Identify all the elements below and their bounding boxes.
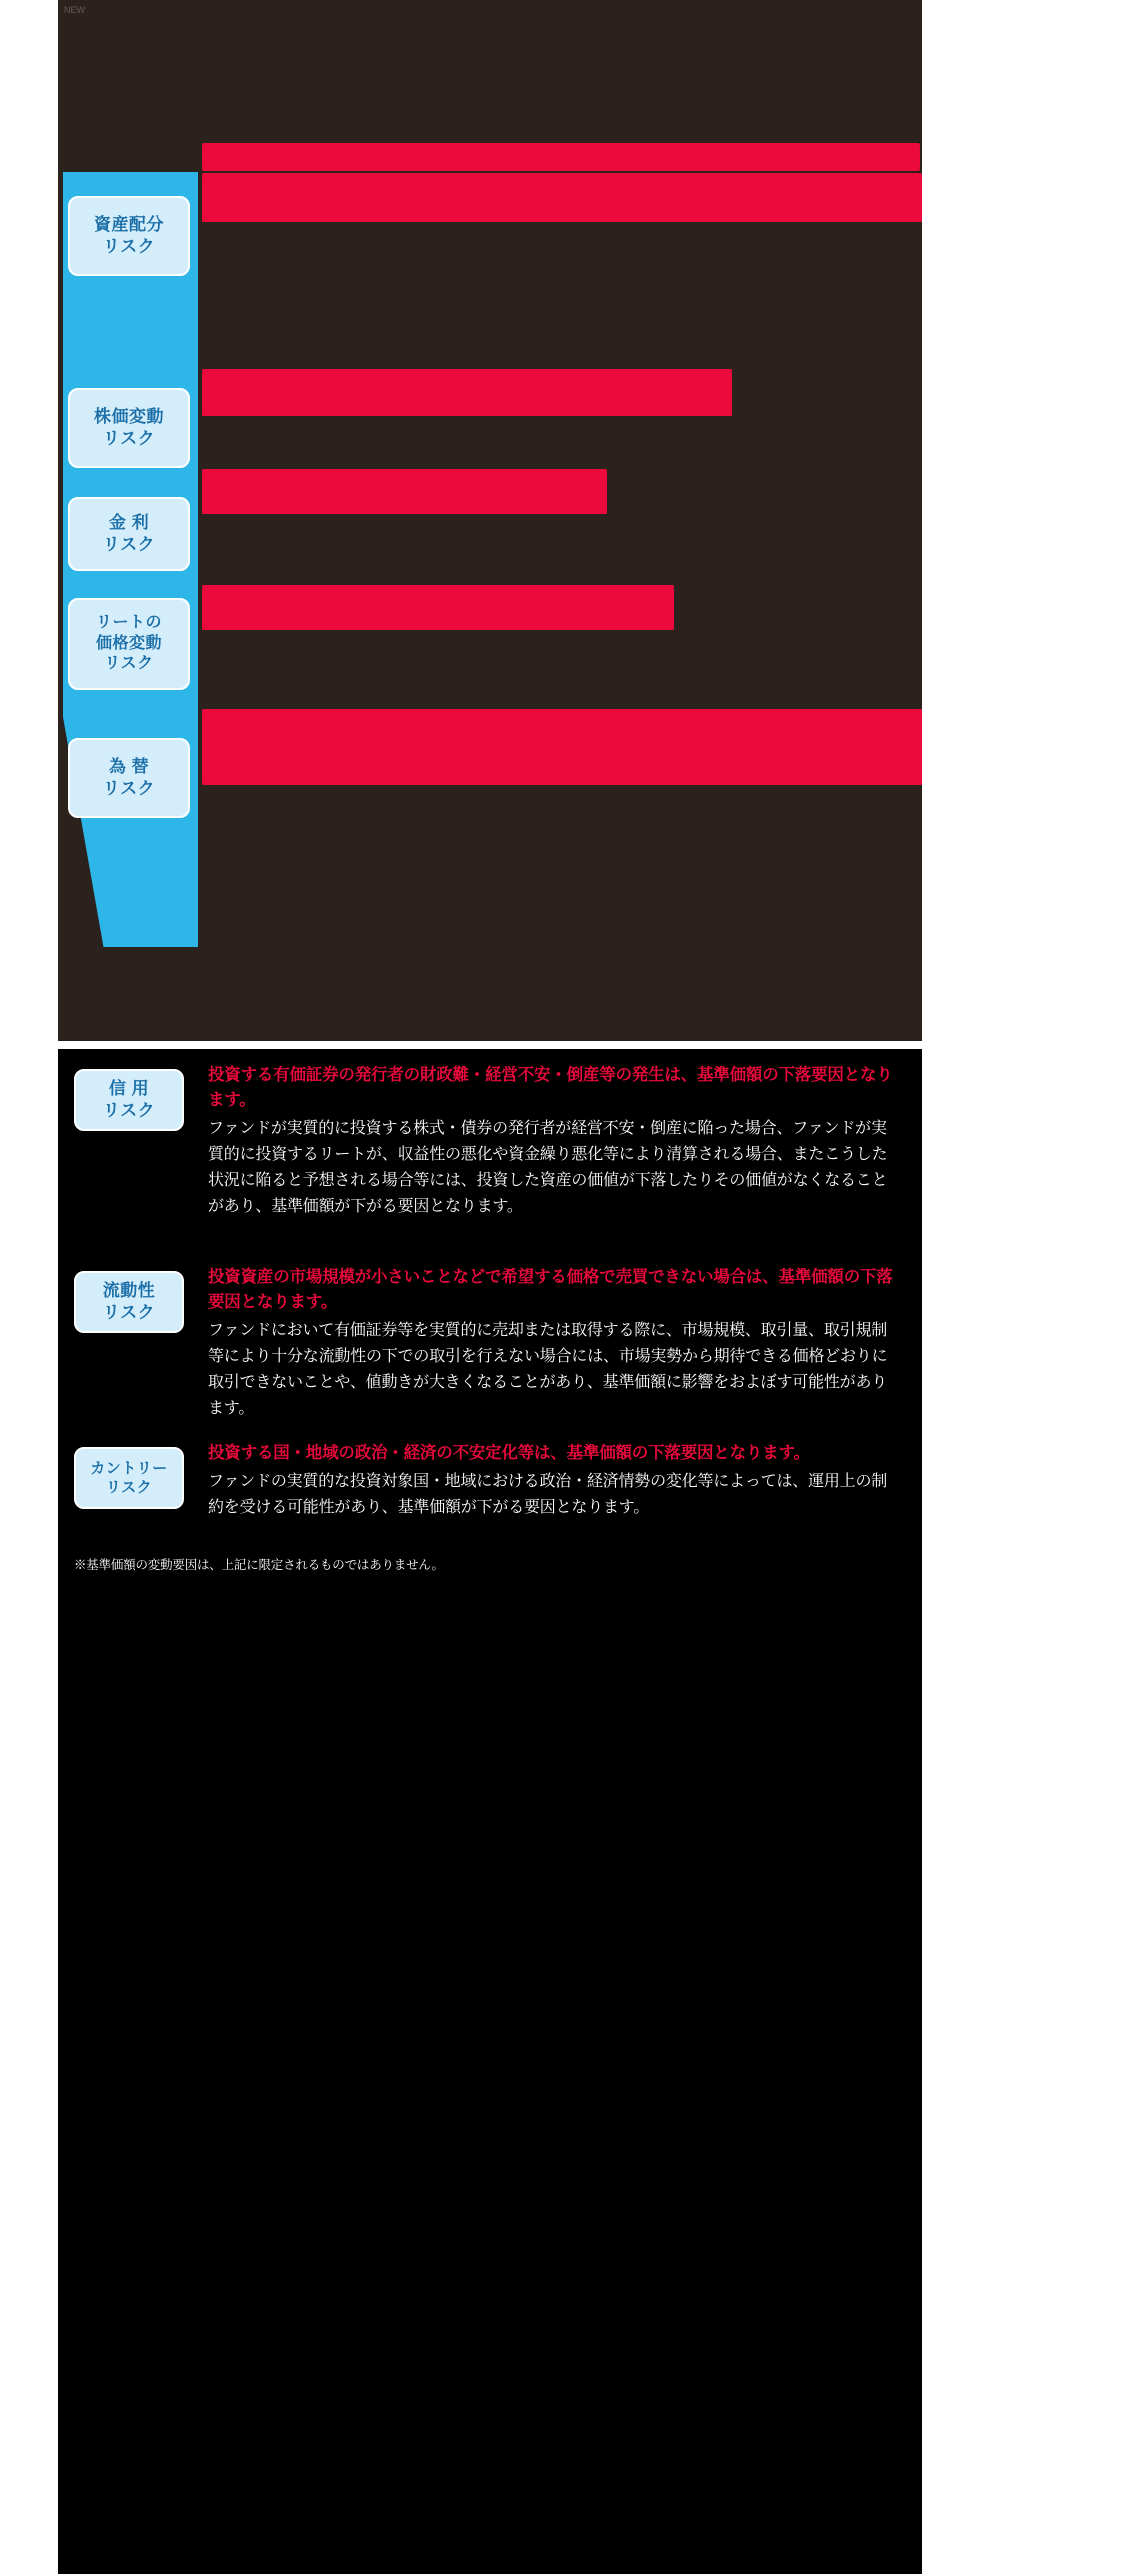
risk-label-line: リスク xyxy=(102,1101,156,1120)
risk-label-currency xyxy=(68,738,190,818)
risk-label-line: 金 利 xyxy=(108,513,150,533)
risk-description-country xyxy=(208,1441,898,1521)
redacted-text-line xyxy=(202,176,922,222)
risk-lead-text: 投資する有価証券の発行者の財政難・経営不安・倒産等の発生は、基準価額の下落要因となります。 xyxy=(208,1066,893,1109)
corner-mark: NEW xyxy=(64,5,85,15)
risk-label-line: 信 用 xyxy=(108,1079,150,1099)
redacted-text-line xyxy=(202,146,920,168)
risk-label-asset-allocation xyxy=(68,196,190,276)
risk-diagram-panel xyxy=(58,0,922,1041)
panel-spacer xyxy=(202,416,922,468)
risk-label-line: 為 替 xyxy=(108,757,150,777)
risk-label-country xyxy=(74,1447,184,1509)
risk-label-line: リートの xyxy=(95,614,162,632)
redacted-text-line xyxy=(202,372,732,416)
risk-label-interest-rate xyxy=(68,497,190,571)
risk-label-line: リスク xyxy=(102,1303,156,1322)
risk-label-liquidity xyxy=(74,1271,184,1333)
risk-label-line: リスク xyxy=(105,1479,153,1496)
risk-label-line: 価格変動 xyxy=(95,634,162,652)
redacted-text-line xyxy=(202,588,674,630)
risk-description-credit xyxy=(208,1063,898,1220)
risk-label-line: カントリー xyxy=(90,1459,168,1477)
panel-spacer xyxy=(202,630,922,710)
risk-label-line: リスク xyxy=(102,237,156,256)
risk-body-text: ファンドの実質的な投資対象国・地域における政治・経済情勢の変化等によっては、運用上の制約を受ける可能性があり、基準価額が下がる要因となります。 xyxy=(208,1472,888,1516)
risk-label-credit xyxy=(74,1069,184,1131)
panel-spacer xyxy=(202,222,922,372)
risk-label-line: リスク xyxy=(102,779,156,798)
risk-lead-text: 投資する国・地域の政治・経済の不安定化等は、基準価額の下落要因となります。 xyxy=(208,1444,810,1462)
risk-body-text: ファンドにおいて有価証券等を実質的に売却または取得する際に、市場規模、取引量、取引規制等により十分な流動性の下での取引を行えない場合には、市場実勢から期待できる価格どおりに取引できないことや、値動きが大きくなることがあり、基準価額に影響をおよぼす可能性があります。 xyxy=(208,1321,888,1417)
risk-label-line: リスク xyxy=(102,535,156,554)
risk-description-panel xyxy=(58,1049,922,2574)
risk-body-text: ファンドが実質的に投資する株式・債券の発行者が経営不安・倒産に陥った場合、ファンドが実質的に投資するリートが、収益性の悪化や資金繰り悪化等により清算される場合、またこうした状況に陥ると予想される場合等には、投資した資産の価値が下落したりその価値がなくなることがあり、基準価額が下がる要因となります。 xyxy=(208,1119,888,1215)
risk-label-line: 流動性 xyxy=(102,1281,156,1301)
risk-label-stock-price xyxy=(68,388,190,468)
redacted-text-line xyxy=(202,712,922,782)
risk-label-line: リスク xyxy=(104,655,154,673)
risk-label-line: 株価変動 xyxy=(94,407,164,427)
footnote-text: ※基準価額の変動要因は、上記に限定されるものではありません。 xyxy=(74,1558,444,1572)
redacted-text-line xyxy=(202,472,607,514)
risk-description-liquidity xyxy=(208,1265,898,1422)
risk-label-line: リスク xyxy=(102,429,156,448)
risk-label-reit-price xyxy=(68,598,190,690)
risk-lead-text: 投資資産の市場規模が小さいことなどで希望する価格で売買できない場合は、基準価額の下落要因となります。 xyxy=(208,1268,893,1311)
risk-label-line: 資産配分 xyxy=(94,215,164,235)
panel-spacer xyxy=(202,514,922,576)
